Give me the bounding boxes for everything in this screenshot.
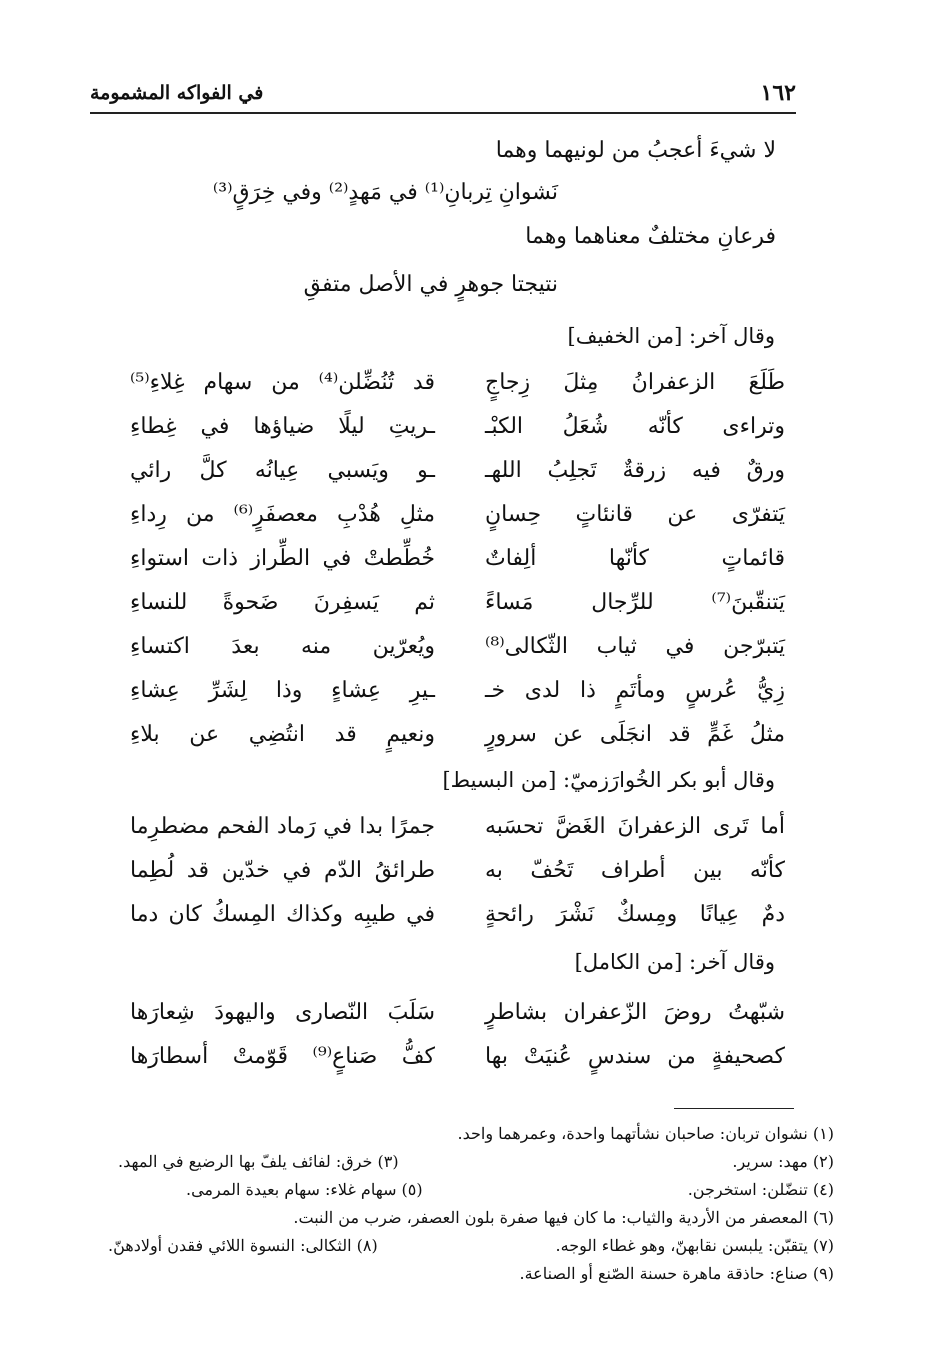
verse-second-hemistich: في طيبِه وكذاك المِسكُ كان دما — [130, 902, 435, 927]
footnote-line — [118, 1152, 834, 1176]
verse — [130, 414, 785, 454]
section-intro: وقال أبو بكر الخُوارَزميّ: [من البسيط] — [442, 768, 775, 792]
section-intro: وقال آخر: [من الكامل] — [574, 950, 775, 974]
verse-first-hemistich: يَتبرّجن في ثياب الثّكالى⁽⁸⁾ — [485, 634, 785, 659]
verse — [130, 502, 785, 542]
verse-second-hemistich: ويُعرّين منه بعدَ اكتساءِ — [130, 634, 435, 659]
verse-second-hemistich: ـريتِ ليلًا ضياؤها في غِطاءِ — [130, 414, 435, 439]
footnote: (٥) سهام غلاء: سهام بعيدة المرمى. — [186, 1180, 423, 1199]
verse-first-hemistich: زِيُّ عُرسٍ ومأتَمٍ ذا لدى خـ — [485, 678, 785, 703]
footnote-rule — [674, 1108, 794, 1109]
footnote-line — [186, 1180, 834, 1204]
page-header — [90, 80, 796, 110]
header-rule — [90, 112, 796, 114]
verse — [130, 902, 785, 942]
poem-line: نتيجتا جوهرٍ في الأصل متفقِ — [303, 272, 558, 297]
verse-first-hemistich: طَلَعَ الزعفرانُ مِثلَ زِجاجٍ — [485, 370, 785, 395]
verse — [130, 370, 785, 410]
verse — [130, 458, 785, 498]
verse — [130, 814, 785, 854]
footnote-line — [108, 1236, 834, 1260]
verse-second-hemistich: جمرًا بدا في رَماد الفحم مضطرِما — [130, 814, 435, 839]
verse-second-hemistich: قد تُنُضِّلن⁽⁴⁾ من سهام غِلاءِ⁽⁵⁾ — [130, 370, 435, 395]
page-number: ١٦٢ — [760, 80, 796, 106]
footnote: (٧) يتقبّن: يلبسن نقابهنّ، وهو غطاء الوجه. — [555, 1236, 834, 1255]
footnote: (٣) خرق: لفائف يلفّ بها الرضيع في المهد. — [118, 1152, 399, 1171]
verse-first-hemistich: أما تَرى الزعفرانَ الغَضَّ تحسَبه — [485, 814, 785, 839]
verse-second-hemistich: كفُّ صَناعٍ⁽⁹⁾ قَوّمتْ أسطارَها — [130, 1044, 435, 1069]
poem-line: فرعانِ مختلفٌ معناهما وهما — [525, 224, 776, 249]
verse — [130, 722, 785, 762]
verse-second-hemistich: ثم يَسفِرنَ ضَحوةً للنساءِ — [130, 590, 435, 615]
verse-second-hemistich: خُطِّطتْ في الطِّراز ذات استواءِ — [130, 546, 435, 571]
verse — [130, 858, 785, 898]
poem-line: نَشوانِ تِربانِ⁽¹⁾ في مَهدٍ⁽²⁾ وفي خِرَقٍ⁽³⁾ — [212, 180, 558, 205]
running-title: في الفواكه المشمومة — [90, 82, 264, 104]
verse-second-hemistich: ـو ويَسبي عِيانُه كلَّ رائي — [130, 458, 435, 483]
verse-second-hemistich: مثلِ هُدْبِ معصفَرٍ⁽⁶⁾ من رِداءِ — [130, 502, 435, 527]
footnote: (٨) الثكالى: النسوة اللائي فقدن أولادهنّ. — [108, 1236, 378, 1255]
footnote: (٩) صناع: حاذقة ماهرة حسنة الصّنع أو الصناعة. — [519, 1264, 834, 1283]
verse — [130, 546, 785, 586]
poem-line: لا شيءَ أعجبُ من لونيهما وهما — [495, 138, 776, 163]
verse-first-hemistich: وتراءى كأنّه شُعَلُ الكبْـ — [485, 414, 785, 439]
verse — [130, 1000, 785, 1040]
verse-second-hemistich: ونعيمٍ قد انتُضِي عن بلاءِ — [130, 722, 435, 747]
verse-first-hemistich: قائماتٍ كأنّها ألِفاتٌ — [485, 546, 785, 571]
footnote: (٤) تنضّلن: استخرجن. — [687, 1180, 834, 1199]
verse-first-hemistich: كأنّه بين أطراف تَحُفّ به — [485, 858, 785, 883]
verse-first-hemistich: دمٌ عِيانًا ومِسكٌ نَشْرَ رائحةٍ — [485, 902, 785, 927]
verse-second-hemistich: ـيرِ عِشاءٍ وذا لِشَرِّ عِشاءِ — [130, 678, 435, 703]
verse-first-hemistich: يَتفرّى عن قانئاتٍ حِسانٍ — [485, 502, 785, 527]
verse-second-hemistich: طرائقُ الدّم في خدّين قد لُطِما — [130, 858, 435, 883]
verse-first-hemistich: مثلُ غَمٍّ قد انجَلَى عن سرورٍ — [485, 722, 785, 747]
footnote-line — [110, 1264, 834, 1288]
footnote: (٦) المعصفر من الأردية والثياب: ما كان فيها صفرة بلون العصفر، ضرب من النبت. — [293, 1208, 834, 1227]
footnote: (٢) مهد: سرير. — [732, 1152, 834, 1171]
verse-first-hemistich: يَتنقّبنَ⁽⁷⁾ للرِّجال مَساءً — [485, 590, 785, 615]
verse-second-hemistich: سَلَبَ النّصارى واليهودَ شِعارَها — [130, 1000, 435, 1025]
verse — [130, 590, 785, 630]
verse-first-hemistich: شبّهتُ روضَ الزّعفران بشاطرٍ — [485, 1000, 785, 1025]
verse-first-hemistich: ورقٌ فيه زرقةٌ تَجلِبُ اللهـ — [485, 458, 785, 483]
verse — [130, 634, 785, 674]
verse — [130, 678, 785, 718]
footnote: (١) نشوان تربان: صاحبان نشأتهما واحدة، وعمرهما واحد. — [457, 1124, 834, 1143]
verse — [130, 1044, 785, 1084]
section-intro: وقال آخر: [من الخفيف] — [567, 324, 775, 348]
footnote-line — [110, 1124, 834, 1148]
verse-first-hemistich: كصحيفةٍ من سندسٍ عُنيَتْ بها — [485, 1044, 785, 1069]
footnote-line — [110, 1208, 834, 1232]
